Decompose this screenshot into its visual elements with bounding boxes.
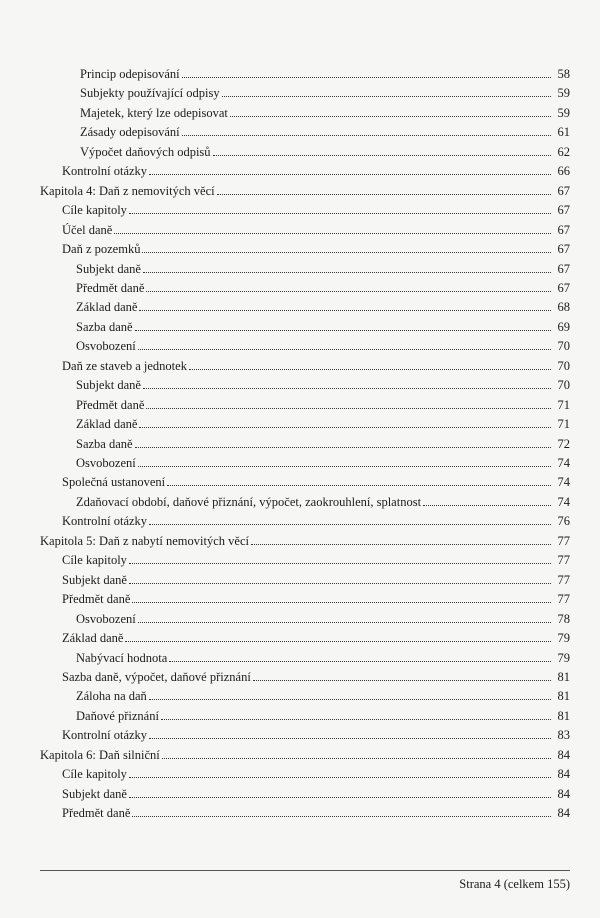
toc-entry-page-number: 67 [557, 242, 570, 257]
toc-entry-page-number: 70 [557, 378, 570, 393]
toc-entry [76, 413, 570, 431]
toc-entry-title: Subjekt daně [62, 572, 127, 587]
toc-entry [76, 685, 570, 703]
toc-entry-page-number: 79 [557, 631, 570, 646]
toc-entry-title: Daňové přiznání [76, 708, 159, 723]
toc-entry-page-number: 77 [557, 553, 570, 568]
toc-entry [62, 160, 570, 178]
toc-entry [62, 666, 570, 684]
toc-entry-page-number: 71 [557, 397, 570, 412]
toc-entry-title: Sazba daně [76, 436, 133, 451]
toc-entry-title: Osvobození [76, 339, 136, 354]
dot-leader [139, 427, 551, 428]
toc-entry-title: Základ daně [76, 417, 138, 432]
toc-entry [76, 394, 570, 412]
toc-entry-title: Předmět daně [76, 280, 145, 295]
toc-entry-page-number: 68 [557, 300, 570, 315]
dot-leader [125, 641, 551, 642]
toc-entry-title: Kapitola 6: Daň silniční [40, 747, 160, 762]
toc-entry [40, 180, 570, 198]
dot-leader [162, 758, 551, 759]
toc-entry-page-number: 70 [557, 339, 570, 354]
toc-entry-page-number: 84 [557, 747, 570, 762]
toc-entry-title: Předmět daně [76, 397, 145, 412]
toc-entry-page-number: 67 [557, 183, 570, 198]
page-number-footer: Strana 4 (celkem 155) [459, 877, 570, 891]
toc-entry-page-number: 84 [557, 786, 570, 801]
toc-entry-page-number: 70 [557, 358, 570, 373]
dot-leader [143, 388, 551, 389]
toc-entry [76, 608, 570, 626]
dot-leader [129, 777, 551, 778]
toc-entry-page-number: 71 [557, 417, 570, 432]
dot-leader [139, 310, 551, 311]
dot-leader [182, 135, 551, 136]
toc-entry [76, 491, 570, 509]
toc-entry [62, 763, 570, 781]
dot-leader [129, 563, 551, 564]
toc-entry-title: Subjekty používající odpisy [80, 86, 220, 101]
toc-entry [80, 82, 570, 100]
toc-entry-page-number: 77 [557, 592, 570, 607]
dot-leader [161, 719, 551, 720]
dot-leader [146, 408, 551, 409]
dot-leader [143, 272, 551, 273]
toc-entry-title: Předmět daně [62, 806, 131, 821]
toc-entry-title: Společná ustanovení [62, 475, 166, 490]
toc-entry [62, 724, 570, 742]
toc-entry-title: Daň z pozemků [62, 242, 141, 257]
dot-leader [129, 583, 551, 584]
dot-leader [146, 291, 551, 292]
toc-entry-title: Zásady odepisování [80, 125, 180, 140]
toc-entry-page-number: 62 [557, 144, 570, 159]
toc-entry [80, 102, 570, 120]
toc-entry-page-number: 81 [557, 689, 570, 704]
toc-entry-page-number: 81 [557, 669, 570, 684]
dot-leader [138, 466, 551, 467]
toc-entry-page-number: 59 [557, 86, 570, 101]
toc-entry [62, 783, 570, 801]
toc-entry [76, 647, 570, 665]
toc-entry-page-number: 77 [557, 572, 570, 587]
dot-leader [129, 213, 551, 214]
toc-entry-title: Kapitola 4: Daň z nemovitých věcí [40, 183, 215, 198]
toc-entry [76, 452, 570, 470]
toc-entry-title: Kapitola 5: Daň z nabytí nemovitých věcí [40, 533, 249, 548]
toc-entry-title: Předmět daně [62, 592, 131, 607]
toc-entry [62, 219, 570, 237]
toc-entry-page-number: 76 [557, 514, 570, 529]
toc-entry [76, 316, 570, 334]
dot-leader [167, 485, 551, 486]
dot-leader [149, 699, 551, 700]
toc-entry-title: Cíle kapitoly [62, 553, 127, 568]
toc-entry-title: Základ daně [76, 300, 138, 315]
toc-entry-title: Kontrolní otázky [62, 164, 148, 179]
toc-entry [80, 121, 570, 139]
dot-leader [149, 524, 551, 525]
toc-entry-page-number: 78 [557, 611, 570, 626]
dot-leader [138, 622, 551, 623]
toc-entry [62, 627, 570, 645]
toc-entry-page-number: 84 [557, 767, 570, 782]
toc-entry-page-number: 72 [557, 436, 570, 451]
toc-entry [62, 569, 570, 587]
toc-entry-title: Osvobození [76, 456, 136, 470]
dot-leader [253, 680, 551, 681]
toc-entry-page-number: 67 [557, 280, 570, 295]
toc-entry-title: Cíle kapitoly [62, 767, 127, 782]
toc-entry [40, 530, 570, 548]
toc-entry-title: Cíle kapitoly [62, 203, 127, 218]
toc-entry-title: Sazba daně [76, 319, 133, 334]
dot-leader [135, 447, 551, 448]
toc-entry [40, 744, 570, 762]
toc-entry-title: Sazba daně, výpočet, daňové přiznání [62, 669, 251, 684]
toc-entry [80, 63, 570, 81]
toc-entry-title: Subjekt daně [76, 261, 141, 276]
toc-entry-title: Subjekt daně [76, 378, 141, 393]
toc-entry-title: Majetek, který lze odepisovat [80, 105, 228, 120]
dot-leader [189, 369, 551, 370]
toc-entry [76, 374, 570, 392]
toc-entry-page-number: 67 [557, 222, 570, 237]
dot-leader [423, 505, 551, 506]
dot-leader [142, 252, 551, 253]
dot-leader [138, 349, 551, 350]
toc-entry [76, 705, 570, 723]
toc-entry-title: Zdaňovací období, daňové přiznání, výpočet, zaokrouhlení, splatnost [76, 494, 422, 509]
toc-entry [76, 296, 570, 314]
toc-entry-page-number: 74 [557, 475, 570, 490]
toc-entry-page-number: 74 [557, 456, 570, 470]
toc-entry-page-number: 67 [557, 203, 570, 218]
dot-leader [169, 661, 551, 662]
toc-entry-page-number: 84 [557, 806, 570, 821]
dot-leader [222, 96, 551, 97]
toc-entry [80, 141, 570, 159]
toc-entry [62, 588, 570, 606]
toc-entry [62, 355, 570, 373]
toc-entry-page-number: 66 [557, 164, 570, 179]
toc-entry-page-number: 69 [557, 319, 570, 334]
toc-entry [62, 549, 570, 567]
toc-entry-title: Záloha na daň [76, 689, 147, 704]
dot-leader [251, 544, 551, 545]
toc-entry-page-number: 59 [557, 105, 570, 120]
dot-leader [149, 738, 551, 739]
toc-entry [76, 335, 570, 353]
toc-entry-title: Kontrolní otázky [62, 728, 148, 743]
toc-entry-title: Výpočet daňových odpisů [80, 144, 211, 159]
toc-entry-page-number: 83 [557, 728, 570, 743]
toc-entry [62, 802, 570, 820]
dot-leader [217, 194, 551, 195]
dot-leader [129, 797, 551, 798]
toc-entry-page-number: 79 [557, 650, 570, 665]
dot-leader [114, 233, 551, 234]
toc-entry-title: Daň ze staveb a jednotek [62, 358, 187, 373]
toc-entry [62, 510, 570, 528]
toc-entry [62, 238, 570, 256]
toc-entry-page-number: 61 [557, 125, 570, 140]
toc-entry [76, 433, 570, 451]
toc-entry-page-number: 77 [557, 533, 570, 548]
dot-leader [135, 330, 551, 331]
toc-entry-page-number: 74 [557, 494, 570, 509]
dot-leader [182, 77, 551, 78]
toc-entry-title: Účel daně [62, 222, 113, 237]
toc-entry [62, 199, 570, 217]
toc-entry-title: Subjekt daně [62, 786, 127, 801]
footer-divider [40, 870, 570, 871]
dot-leader [213, 155, 551, 156]
toc-entry-title: Kontrolní otázky [62, 514, 148, 529]
toc-entry-page-number: 67 [557, 261, 570, 276]
dot-leader [230, 116, 551, 117]
toc-entry-title: Osvobození [76, 611, 136, 626]
toc-entry-title: Princip odepisování [80, 67, 180, 81]
toc-entry-title: Nabývací hodnota [76, 650, 168, 665]
toc-entry [76, 277, 570, 295]
toc-entry-title: Základ daně [62, 631, 124, 646]
dot-leader [149, 174, 551, 175]
toc-entry-page-number: 81 [557, 708, 570, 723]
dot-leader [132, 602, 551, 603]
toc-entry-page-number: 58 [557, 67, 570, 81]
toc-entry [76, 258, 570, 276]
dot-leader [132, 816, 551, 817]
toc-entry [62, 471, 570, 489]
